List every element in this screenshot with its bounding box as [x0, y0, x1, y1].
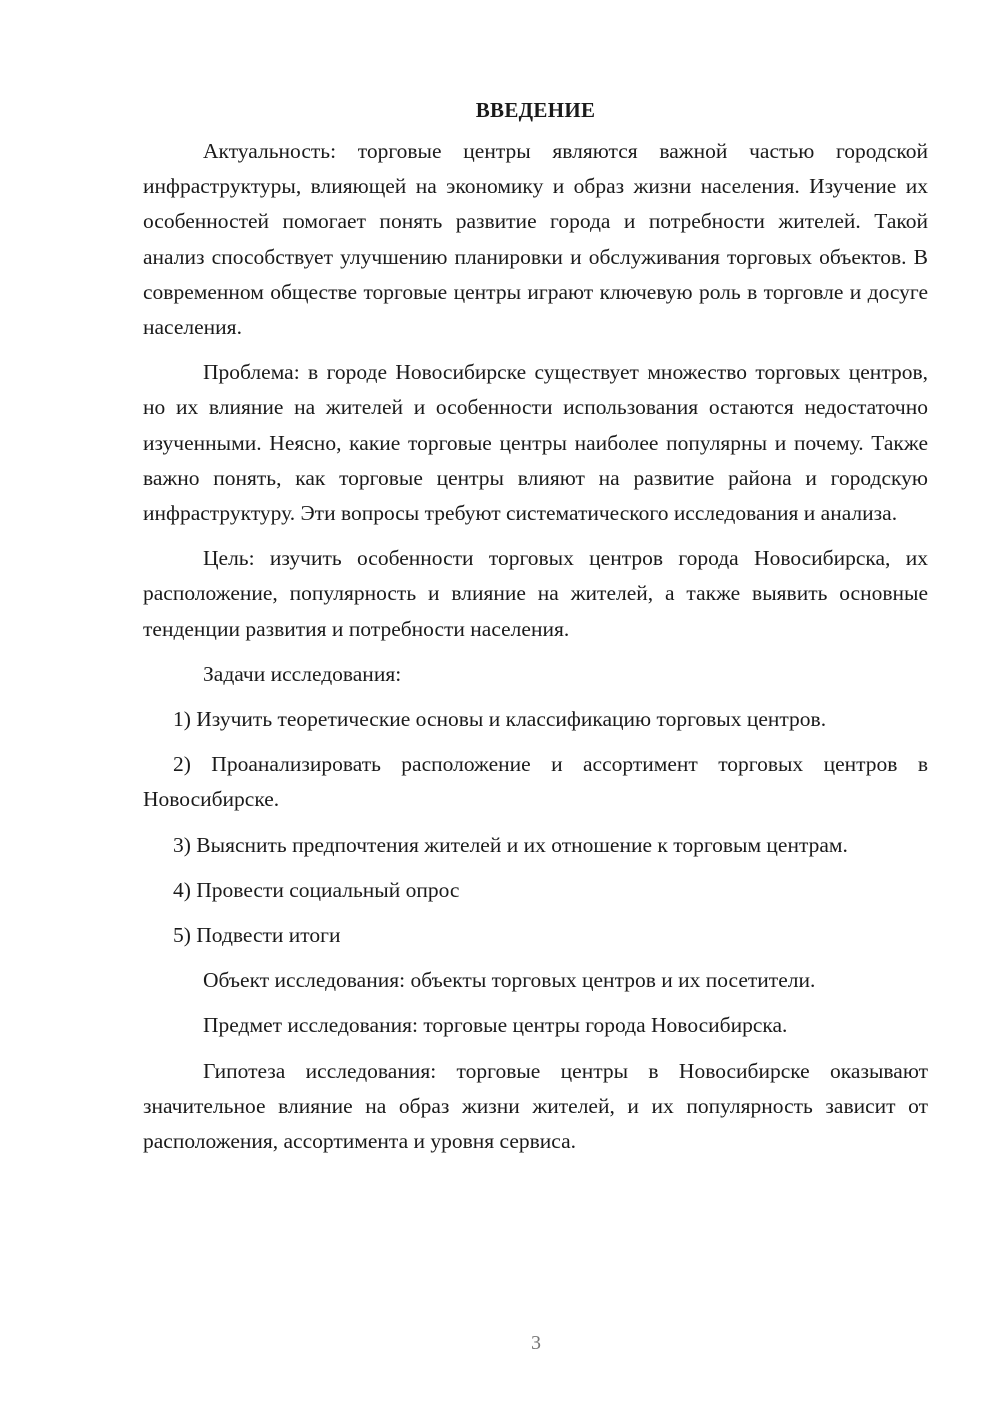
page-title: ВВЕДЕНИЕ — [475, 98, 596, 122]
paragraph-subject: Предмет исследования: торговые центры города Новосибирска. — [203, 1013, 788, 1038]
list-item: 3) Выяснить предпочтения жителей и их отношение к торговым центрам. — [173, 832, 848, 857]
list-item: 2) Проанализировать расположение и ассортимент торговых центров в Новосибирске. — [143, 752, 928, 812]
document-page — [143, 93, 928, 1169]
paragraph-object: Объект исследования: объекты торговых центров и их посетители. — [203, 968, 816, 993]
paragraph-goal: Цель: изучить особенности торговых центров города Новосибирска, их расположение, популярность и влияние на жителей, а также выявить основные тенденции развития и потребности населения. — [143, 546, 928, 641]
tasks-heading: Задачи исследования: — [203, 661, 402, 686]
tasks-list — [143, 702, 928, 953]
paragraph-relevance: Актуальность: торговые центры являются важной частью городской инфраструктуры, влияющей на экономику и образ жизни населения. Изучение их особенностей помогает понять развитие города и потребности жителей. Такой анализ способствует улучшению планировки и обслуживания торговых объектов. В современном обществе торговые центры играют ключевую роль в торговле и досуге населения. — [143, 139, 928, 340]
list-item: 1) Изучить теоретические основы и классификацию торговых центров. — [173, 707, 827, 732]
page-number: 3 — [531, 1332, 541, 1354]
list-item: 4) Провести социальный опрос — [173, 877, 460, 902]
paragraph-hypothesis: Гипотеза исследования: торговые центры в Новосибирске оказывают значительное влияние на образ жизни жителей, и их популярность зависит от расположения, ассортимента и уровня сервиса. — [143, 1058, 928, 1154]
list-item: 5) Подвести итоги — [173, 923, 341, 948]
paragraph-problem: Проблема: в городе Новосибирске существует множество торговых центров, но их влияние на жителей и особенности использования остаются недостаточно изученными. Неясно, какие торговые центры наиболее популярны и почему. Также важно понять, как торговые центры влияют на развитие района и городскую инфраструктуру. Эти вопросы требуют систематического исследования и анализа. — [143, 360, 928, 526]
